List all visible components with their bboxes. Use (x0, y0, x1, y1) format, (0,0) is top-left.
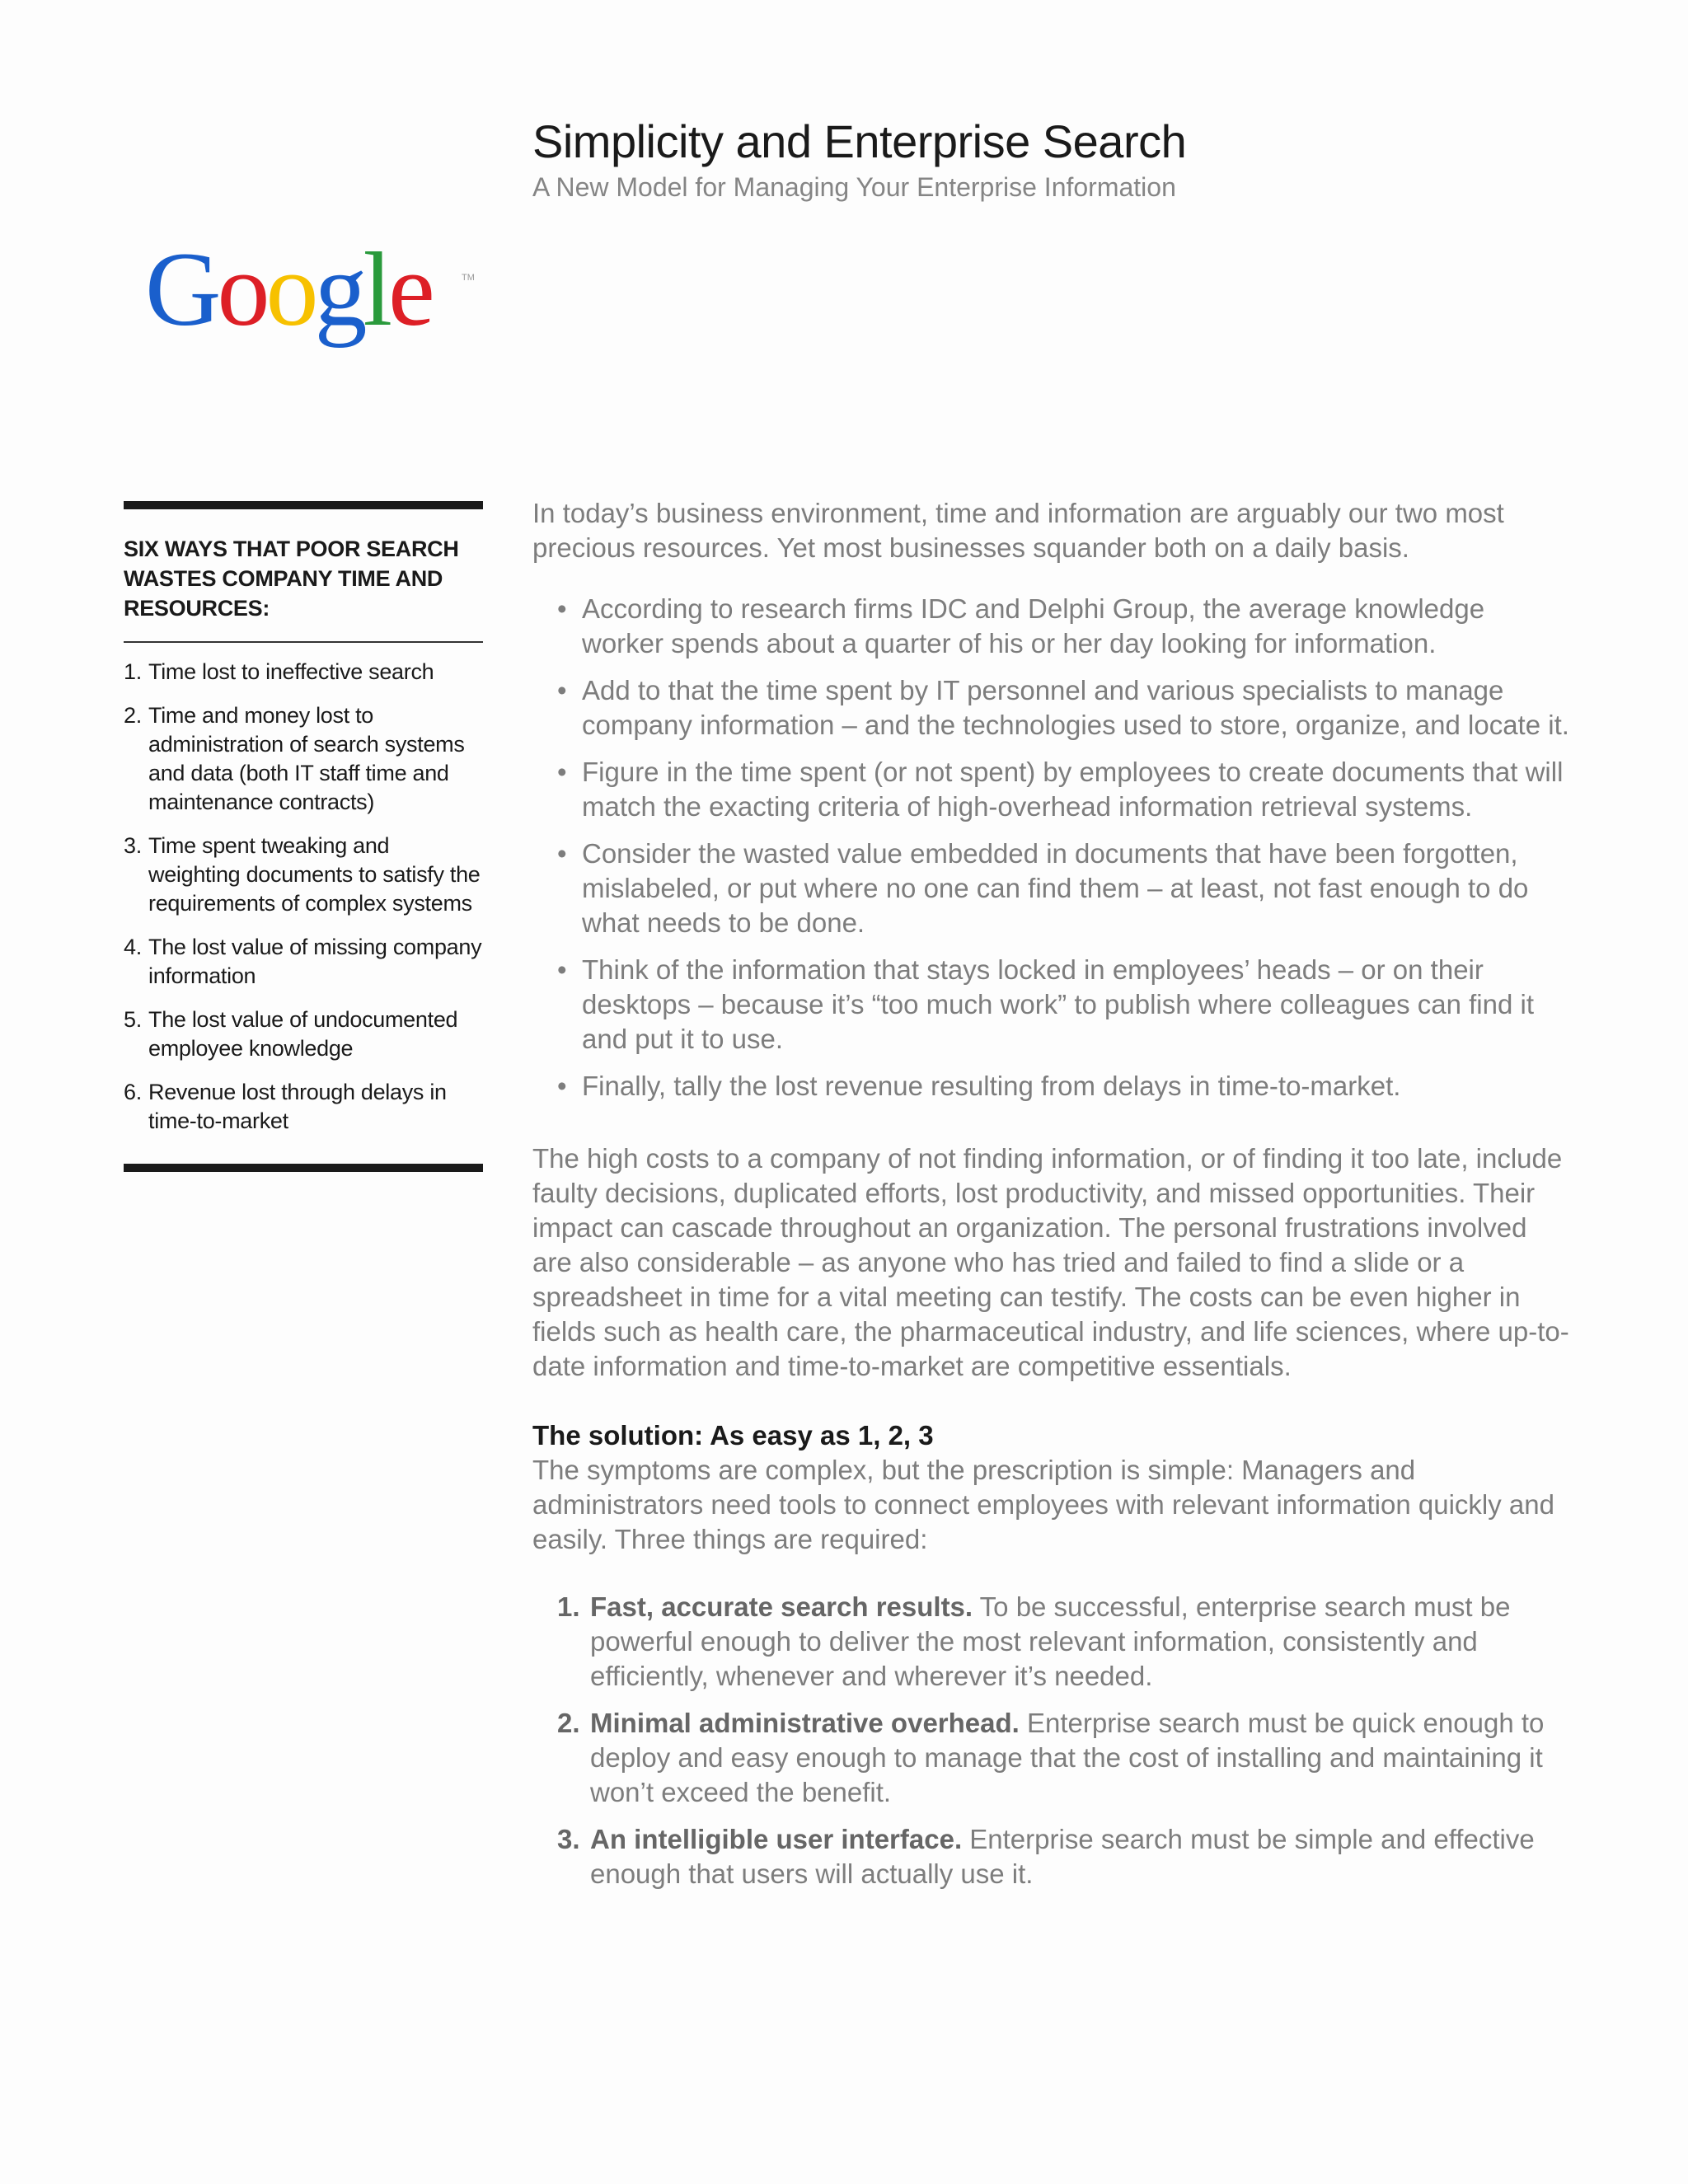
sidebar-list-item (124, 658, 483, 687)
costs-paragraph: The high costs to a company of not finding information, or of finding it too late, include faulty decisions, duplicated efforts, lost productivity, and missed opportunities. Their impact can cascade throughout an organization. The personal frustrations involved are also considerable – as anyone who has tried and failed to find a slide or a spreadsheet in time for a vital meeting can testify. The costs can be even higher in fields such as health care, the pharmaceutical industry, and life sciences, where up-to-date information and time-to-market are competitive essentials. (532, 1143, 1569, 1381)
step-text: Enterprise search must be simple and effective enough that users will actually use it. (590, 1824, 1535, 1889)
bullet-text: Add to that the time spent by IT personnel and various specialists to manage company information – and the technologies used to store, organize, and locate it. (582, 675, 1569, 740)
sidebar-list-item (124, 933, 483, 991)
bullet-item (532, 953, 1571, 1057)
step-lead: An intelligible user interface. (590, 1824, 963, 1854)
sidebar-list (124, 658, 483, 1159)
steps-list (532, 1590, 1571, 1891)
item-number: 5. (124, 1007, 142, 1032)
item-text: Time spent tweaking and weighting documents to satisfy the requirements of complex systems (148, 833, 481, 916)
sidebar-callout (124, 501, 483, 1172)
sidebar-heading-line: WASTES COMPANY TIME AND (124, 566, 443, 591)
logo-letter-e: e (388, 232, 431, 348)
bullet-icon: • (557, 1071, 567, 1101)
step-lead: Minimal administrative overhead. (590, 1708, 1020, 1738)
bullet-text: Think of the information that stays locked in employees’ heads – or on their desktops – because it’s “too much work” to publish where colleagues can find it and put it to use. (582, 954, 1535, 1054)
bullet-item (532, 755, 1571, 824)
google-logo-wordmark (145, 232, 432, 348)
solution-heading: The solution: As easy as 1, 2, 3 (532, 1420, 934, 1451)
solution-paragraph: The symptoms are complex, but the prescription is simple: Managers and administrators need tools to connect employees with relevant information quickly and easily. Three things are required: (532, 1455, 1554, 1554)
sidebar-divider (124, 641, 483, 643)
item-text: The lost value of missing company information (148, 935, 482, 988)
item-text: Revenue lost through delays in time-to-market (148, 1080, 447, 1133)
bullet-text: Consider the wasted value embedded in documents that have been forgotten, mislabeled, or put where no one can find them – at least, not fast enough to do what needs to be done. (582, 838, 1529, 938)
item-text: Time and money lost to administration of search systems and data (both IT staff time and maintenance contracts) (148, 703, 465, 814)
bullet-icon: • (557, 593, 567, 624)
bullet-icon: • (557, 757, 567, 787)
item-number: 6. (124, 1080, 142, 1104)
logo-letter-o2: o (265, 232, 315, 348)
item-number: 3. (124, 833, 142, 858)
step-text: To be successful, enterprise search must be powerful enough to deliver the most relevant information, consistently and efficiently, whenever and wherever it’s needed. (590, 1591, 1511, 1691)
sidebar-bottom-rule (124, 1164, 483, 1172)
step-number: 1. (557, 1591, 580, 1622)
item-text: Time lost to ineffective search (148, 659, 434, 684)
sidebar-top-rule (124, 501, 483, 509)
step-item (532, 1706, 1571, 1810)
step-text: Enterprise search must be quick enough to deploy and easy enough to manage that the cost of installing and maintaining it won’t exceed the benefit. (590, 1708, 1545, 1807)
bullet-list (532, 592, 1571, 1104)
bullet-icon: • (557, 675, 567, 705)
item-number: 4. (124, 935, 142, 959)
sidebar-list-item (124, 1078, 483, 1136)
sidebar-list-item (124, 832, 483, 918)
bullet-text: Figure in the time spent (or not spent) by employees to create documents that will match the exacting criteria of high-overhead information retrieval systems. (582, 757, 1564, 822)
step-number: 3. (557, 1824, 580, 1854)
google-logo (145, 232, 491, 373)
item-number: 2. (124, 703, 142, 728)
sidebar-heading-line: RESOURCES: (124, 596, 270, 621)
intro-paragraph: In today’s business environment, time and information are arguably our two most precious resources. Yet most businesses squander both on a daily basis. (532, 498, 1504, 563)
item-number: 1. (124, 659, 142, 684)
bullet-text: Finally, tally the lost revenue resulting from delays in time-to-market. (582, 1071, 1401, 1101)
sidebar-heading (124, 534, 483, 623)
logo-letter-g: G (145, 232, 218, 348)
logo-trademark: TM (462, 273, 475, 283)
logo-letter-o1: o (217, 232, 266, 348)
step-lead: Fast, accurate search results. (590, 1591, 973, 1622)
logo-letter-g2: g (314, 232, 363, 348)
page-title: Simplicity and Enterprise Search (532, 115, 1187, 167)
bullet-item (532, 673, 1571, 743)
item-text: The lost value of undocumented employee knowledge (148, 1007, 458, 1061)
step-item (532, 1822, 1571, 1891)
page-header (532, 115, 1604, 204)
step-number: 2. (557, 1708, 580, 1738)
sidebar-list-item (124, 701, 483, 817)
page-subtitle: A New Model for Managing Your Enterprise Information (532, 172, 1176, 203)
step-item (532, 1590, 1571, 1694)
bullet-text: According to research firms IDC and Delphi Group, the average knowledge worker spends about a quarter of his or her day looking for information. (582, 593, 1485, 658)
bullet-item (532, 1069, 1571, 1104)
bullet-item (532, 592, 1571, 661)
logo-letter-l: l (363, 232, 388, 348)
bullet-icon: • (557, 954, 567, 985)
bullet-item (532, 837, 1571, 940)
sidebar-list-item (124, 1005, 483, 1063)
sidebar-heading-line: SIX WAYS THAT POOR SEARCH (124, 537, 459, 561)
main-content (532, 496, 1571, 1904)
bullet-icon: • (557, 838, 567, 869)
